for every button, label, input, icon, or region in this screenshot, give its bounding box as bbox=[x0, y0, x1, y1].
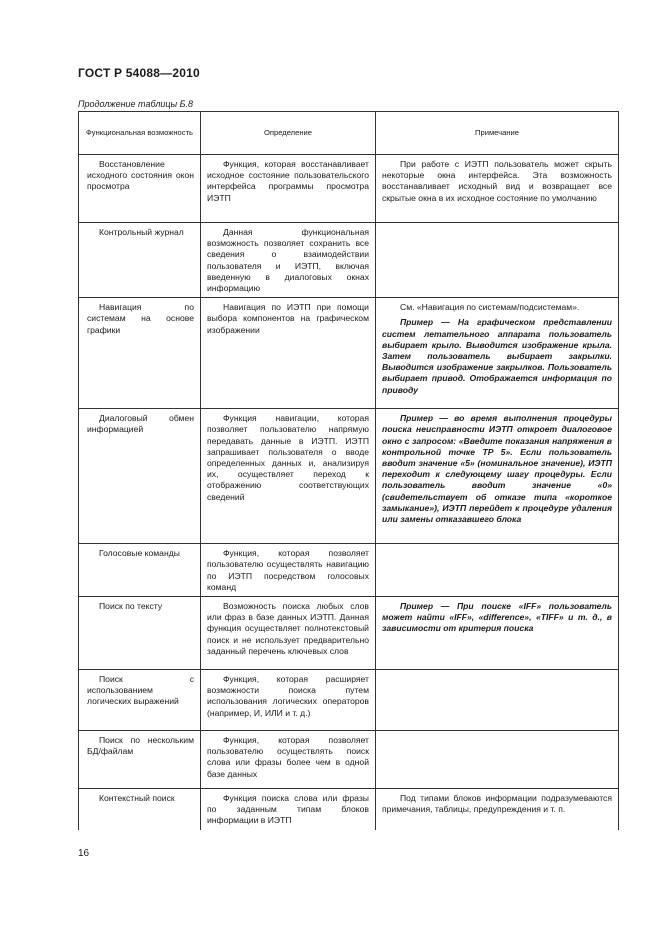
capability-cell: Поиск с использованием логических выражений bbox=[79, 670, 201, 731]
header-definition: Определение bbox=[201, 112, 376, 155]
note-cell: Под типами блоков информации подразумеваются примечания, таблицы, предупреждения и т. п. bbox=[376, 789, 619, 830]
example-text: Пример — При поиске «IFF» пользователь может найти «IFF», «difference», «TIFF» и т. д., в зависимости от критерия поиска bbox=[382, 601, 612, 634]
table-row bbox=[79, 670, 619, 731]
definition-cell: Функция, которая позволяет пользователю осуществлять навигацию по ИЭТП посредством голосовых команд bbox=[201, 544, 376, 597]
definition-cell: Функция поиска слова или фразы по заданным типам блоков информации в ИЭТП bbox=[201, 789, 376, 830]
capability-cell: Восстановление исходного состояния окон просмотра bbox=[79, 155, 201, 223]
note-text: См. «Навигация по системам/подсистемам». bbox=[400, 302, 580, 313]
example-text: Пример — На графическом представлении систем летательного аппарата пользователь выбирает крыло. Выводится изображение крыла. Затем пользователь выбирает закрылки. Выводится изображение закрылков. Пользователь выбирает привод. Отображается информация по приводу bbox=[382, 317, 612, 395]
capability-cell: Поиск по нескольким БД/файлам bbox=[79, 731, 201, 789]
table-continuation-caption: Продолжение таблицы Б.8 bbox=[78, 99, 194, 109]
table-row bbox=[79, 155, 619, 223]
function-table bbox=[78, 111, 619, 830]
table-row bbox=[79, 789, 619, 830]
table-row bbox=[79, 597, 619, 670]
note-cell bbox=[376, 223, 619, 298]
capability-cell: Поиск по тексту bbox=[79, 597, 201, 670]
definition-cell: Данная функциональная возможность позволяет сохранить все сведения о взаимодействии пользователя и ИЭТП, включая введенную в диалоговых окнах информацию bbox=[201, 223, 376, 298]
header-capability: Функциональная возможность bbox=[79, 112, 201, 155]
note-cell bbox=[376, 409, 619, 544]
definition-cell: Функция, которая восстанавливает исходное состояние пользовательского интерфейса программы просмотра ИЭТП bbox=[201, 155, 376, 223]
note-cell bbox=[376, 597, 619, 670]
header-note: Примечание bbox=[376, 112, 619, 155]
definition-cell: Функция, которая расширяет возможности поиска путем использования логических операторов (например, И, ИЛИ и т. д.) bbox=[201, 670, 376, 731]
definition-cell: Возможность поиска любых слов или фраз в базе данных ИЭТП. Данная функция осуществляет полнотекстовый поиск и не использует предварительно заданный перечень ключевых слов bbox=[201, 597, 376, 670]
definition-cell: Функция навигации, которая позволяет пользователю напрямую передавать данные в ИЭТП. ИЭТП запрашивает пользователя о вводе определенных данных и, анализируя их, осуществляет переход к отображению соответствующих сведений bbox=[201, 409, 376, 544]
table-row bbox=[79, 731, 619, 789]
capability-cell: Контекстный поиск bbox=[79, 789, 201, 830]
capability-cell: Навигация по системам на основе графики bbox=[79, 298, 201, 409]
example-text: Пример — во время выполнения процедуры поиска неисправности ИЭТП откроет диалоговое окно с запросом: «Введите показания напряжения в контрольной точке TP 5». Если пользователь вводит значение «5» (номинальное значение), ИЭТП переходит к следующему шагу процедуры. Если пользователь вводит значение «0» (свидетельствует об отказе типа «короткое замыкание»), ИЭТП перейдет к процедуре удаления или замены отказавшего блока bbox=[382, 413, 612, 525]
table-row bbox=[79, 409, 619, 544]
note-cell: При работе с ИЭТП пользователь может скрыть некоторые окна интерфейса. Эта возможность восстанавливает исходный вид и возвращает все скрытые окна в их исходное состояние по умолчанию bbox=[376, 155, 619, 223]
page-number: 16 bbox=[78, 848, 90, 859]
document-title: ГОСТ Р 54088—2010 bbox=[78, 66, 200, 80]
table-header bbox=[79, 112, 619, 155]
note-cell bbox=[376, 670, 619, 731]
definition-cell: Навигация по ИЭТП при помощи выбора компонентов на графическом изображении bbox=[201, 298, 376, 409]
definition-cell: Функция, которая позволяет пользователю осуществлять поиск слова или фразы более чем в одной базе данных bbox=[201, 731, 376, 789]
table-row bbox=[79, 223, 619, 298]
note-cell bbox=[376, 731, 619, 789]
capability-cell: Диалоговый обмен информацией bbox=[79, 409, 201, 544]
note-cell bbox=[376, 298, 619, 409]
table-row bbox=[79, 298, 619, 409]
note-cell bbox=[376, 544, 619, 597]
table-row bbox=[79, 544, 619, 597]
capability-cell: Голосовые команды bbox=[79, 544, 201, 597]
capability-cell: Контрольный журнал bbox=[79, 223, 201, 298]
